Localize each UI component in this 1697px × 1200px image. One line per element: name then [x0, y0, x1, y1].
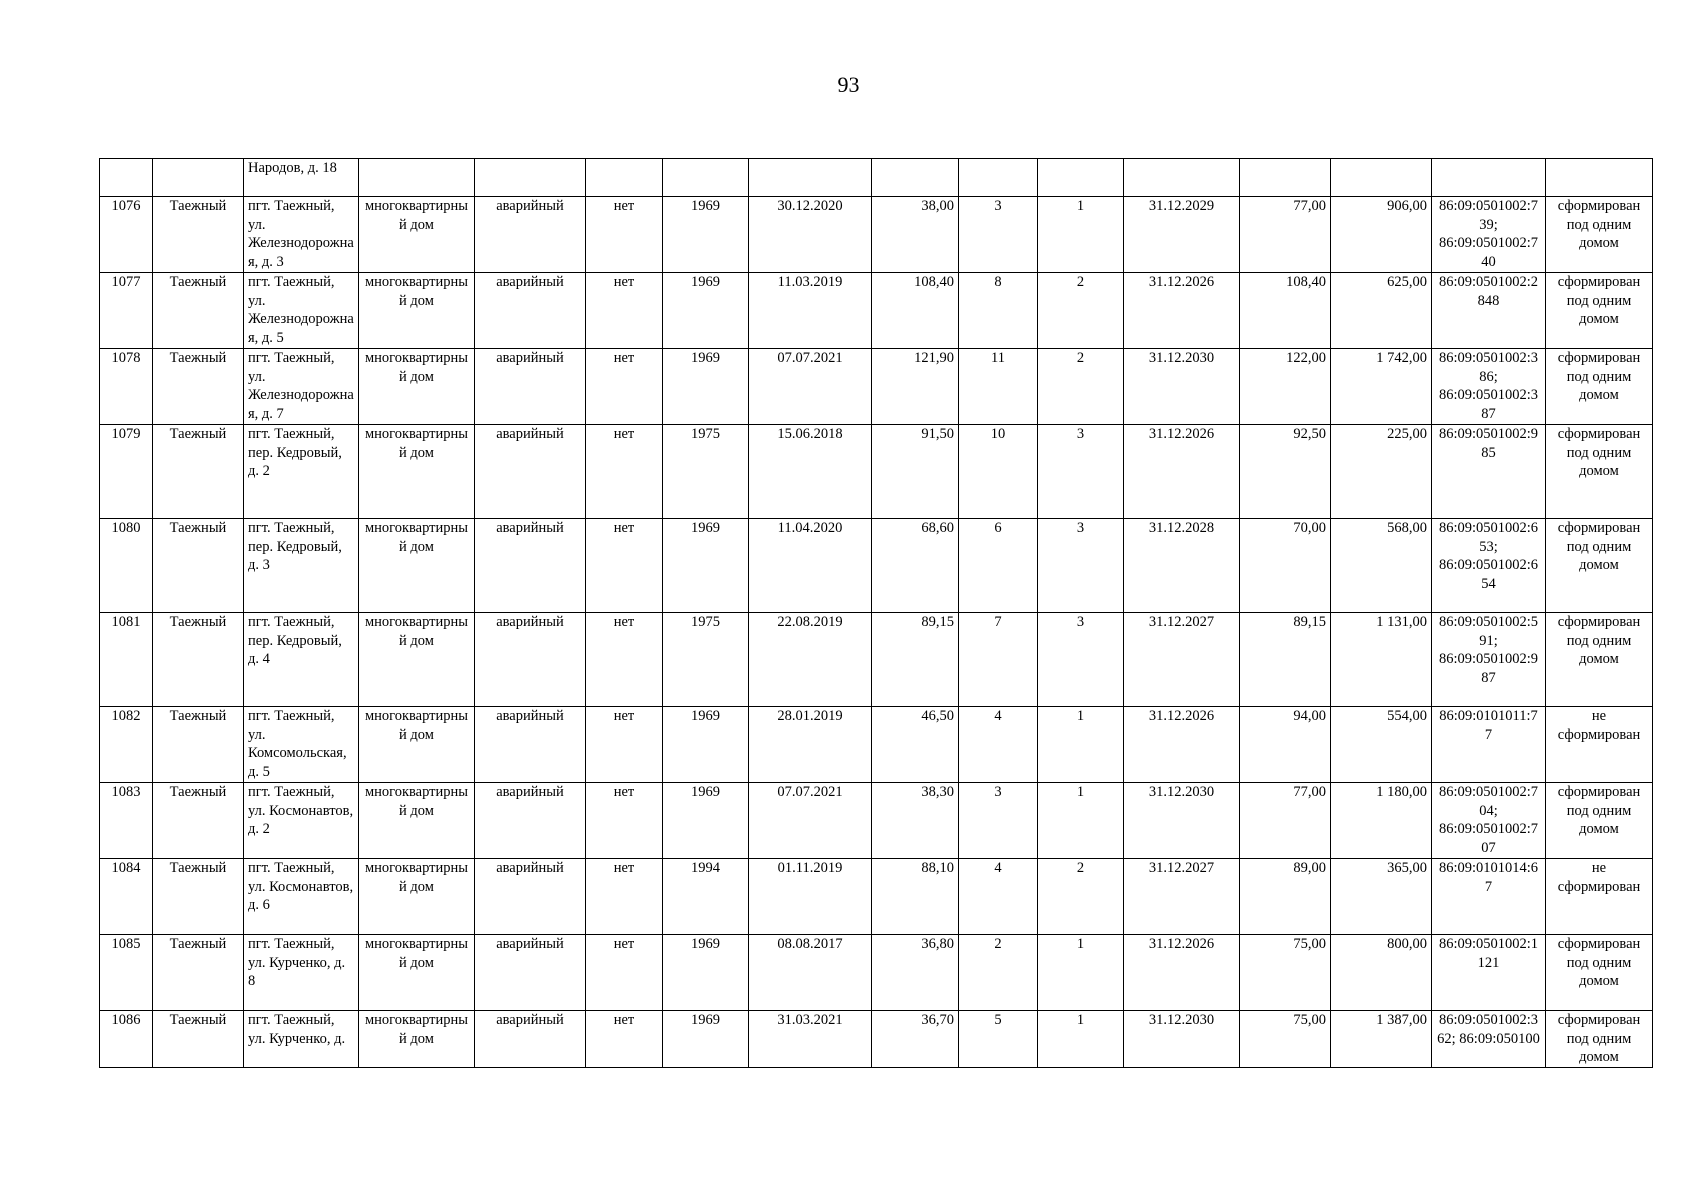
- cell-area2: 122,00: [1240, 349, 1331, 425]
- cell-locality: Таежный: [153, 935, 244, 1011]
- cell-state: аварийный: [475, 1011, 586, 1068]
- cell-type: [359, 159, 475, 197]
- cell-cadastral: 86:09:0501002:653; 86:09:0501002:654: [1432, 519, 1546, 613]
- cell-land-area: 568,00: [1331, 519, 1432, 613]
- cell-apartments: 1: [1038, 935, 1124, 1011]
- cell-year: 1969: [663, 273, 749, 349]
- cell-address: Народов, д. 18: [244, 159, 359, 197]
- cell-status: сформирован под одним домом: [1546, 197, 1653, 273]
- cell-address: пгт. Таежный, ул. Комсомольская, д. 5: [244, 707, 359, 783]
- cell-address: пгт. Таежный, ул. Космонавтов, д. 2: [244, 783, 359, 859]
- cell-locality: Таежный: [153, 197, 244, 273]
- cell-num: 1083: [100, 783, 153, 859]
- cell-flag: [586, 159, 663, 197]
- cell-plan-date: 31.12.2026: [1124, 935, 1240, 1011]
- cell-cadastral: 86:09:0501002:362; 86:09:050100: [1432, 1011, 1546, 1068]
- cell-apartments: 1: [1038, 707, 1124, 783]
- cell-cadastral: 86:09:0101011:77: [1432, 707, 1546, 783]
- cell-date: 08.08.2017: [749, 935, 872, 1011]
- cell-year: 1969: [663, 935, 749, 1011]
- table-row: [100, 859, 1653, 935]
- housing-registry-table: [99, 158, 1653, 1068]
- cell-type: многоквартирный дом: [359, 935, 475, 1011]
- cell-area2: 92,50: [1240, 425, 1331, 519]
- cell-date: [749, 159, 872, 197]
- table-row-continued: [100, 159, 1653, 197]
- cell-num: 1081: [100, 613, 153, 707]
- cell-locality: Таежный: [153, 349, 244, 425]
- cell-area2: 75,00: [1240, 1011, 1331, 1068]
- cell-state: аварийный: [475, 349, 586, 425]
- cell-area: 108,40: [872, 273, 959, 349]
- cell-flag: нет: [586, 613, 663, 707]
- table-row: [100, 613, 1653, 707]
- cell-locality: Таежный: [153, 859, 244, 935]
- cell-type: многоквартирный дом: [359, 783, 475, 859]
- cell-plan-date: 31.12.2026: [1124, 425, 1240, 519]
- cell-locality: Таежный: [153, 613, 244, 707]
- cell-year: 1975: [663, 613, 749, 707]
- table-body: [100, 159, 1653, 1068]
- cell-flag: нет: [586, 425, 663, 519]
- cell-status: сформирован под одним домом: [1546, 935, 1653, 1011]
- cell-residents: 3: [959, 783, 1038, 859]
- cell-land-area: 1 131,00: [1331, 613, 1432, 707]
- table-row: [100, 349, 1653, 425]
- cell-num: [100, 159, 153, 197]
- cell-land-area: 554,00: [1331, 707, 1432, 783]
- cell-cadastral: 86:09:0501002:739; 86:09:0501002:740: [1432, 197, 1546, 273]
- cell-residents: 3: [959, 197, 1038, 273]
- cell-area: [872, 159, 959, 197]
- cell-date: 01.11.2019: [749, 859, 872, 935]
- cell-cadastral: [1432, 159, 1546, 197]
- cell-area: 38,00: [872, 197, 959, 273]
- cell-year: 1969: [663, 519, 749, 613]
- cell-status: сформирован под одним домом: [1546, 349, 1653, 425]
- table-row: [100, 273, 1653, 349]
- cell-address: пгт. Таежный, пер. Кедровый, д. 3: [244, 519, 359, 613]
- cell-address: пгт. Таежный, ул. Курченко, д. 8: [244, 935, 359, 1011]
- cell-land-area: 1 742,00: [1331, 349, 1432, 425]
- cell-num: 1082: [100, 707, 153, 783]
- cell-flag: нет: [586, 197, 663, 273]
- cell-address: пгт. Таежный, ул. Космонавтов, д. 6: [244, 859, 359, 935]
- cell-state: аварийный: [475, 519, 586, 613]
- cell-area: 36,70: [872, 1011, 959, 1068]
- cell-year: 1969: [663, 783, 749, 859]
- cell-address: пгт. Таежный, пер. Кедровый, д. 4: [244, 613, 359, 707]
- cell-flag: нет: [586, 935, 663, 1011]
- cell-state: аварийный: [475, 859, 586, 935]
- cell-state: аварийный: [475, 197, 586, 273]
- cell-flag: нет: [586, 1011, 663, 1068]
- cell-land-area: 1 387,00: [1331, 1011, 1432, 1068]
- cell-area2: 89,15: [1240, 613, 1331, 707]
- cell-land-area: 800,00: [1331, 935, 1432, 1011]
- cell-cadastral: 86:09:0501002:704; 86:09:0501002:707: [1432, 783, 1546, 859]
- cell-plan-date: 31.12.2026: [1124, 707, 1240, 783]
- cell-apartments: [1038, 159, 1124, 197]
- table-row: [100, 935, 1653, 1011]
- cell-type: многоквартирный дом: [359, 425, 475, 519]
- cell-date: 11.04.2020: [749, 519, 872, 613]
- cell-type: многоквартирный дом: [359, 859, 475, 935]
- cell-area2: 94,00: [1240, 707, 1331, 783]
- cell-state: [475, 159, 586, 197]
- cell-locality: Таежный: [153, 425, 244, 519]
- cell-area2: 75,00: [1240, 935, 1331, 1011]
- table-row: [100, 425, 1653, 519]
- cell-plan-date: 31.12.2027: [1124, 859, 1240, 935]
- cell-address: пгт. Таежный, ул. Железнодорожная, д. 5: [244, 273, 359, 349]
- cell-num: 1084: [100, 859, 153, 935]
- cell-num: 1085: [100, 935, 153, 1011]
- cell-cadastral: 86:09:0501002:2848: [1432, 273, 1546, 349]
- cell-status: сформирован под одним домом: [1546, 273, 1653, 349]
- cell-type: многоквартирный дом: [359, 613, 475, 707]
- cell-plan-date: 31.12.2029: [1124, 197, 1240, 273]
- cell-cadastral: 86:09:0501002:386; 86:09:0501002:387: [1432, 349, 1546, 425]
- cell-area: 38,30: [872, 783, 959, 859]
- cell-land-area: 906,00: [1331, 197, 1432, 273]
- cell-status: сформирован под одним домом: [1546, 613, 1653, 707]
- cell-year: 1994: [663, 859, 749, 935]
- cell-status: сформирован под одним домом: [1546, 425, 1653, 519]
- cell-area2: 77,00: [1240, 197, 1331, 273]
- cell-year: 1969: [663, 1011, 749, 1068]
- table-row: [100, 707, 1653, 783]
- cell-cadastral: 86:09:0101014:67: [1432, 859, 1546, 935]
- cell-flag: нет: [586, 707, 663, 783]
- cell-land-area: 365,00: [1331, 859, 1432, 935]
- cell-apartments: 1: [1038, 1011, 1124, 1068]
- cell-address: пгт. Таежный, пер. Кедровый, д. 2: [244, 425, 359, 519]
- cell-apartments: 1: [1038, 197, 1124, 273]
- cell-address: пгт. Таежный, ул. Курченко, д.: [244, 1011, 359, 1068]
- cell-locality: Таежный: [153, 707, 244, 783]
- cell-num: 1079: [100, 425, 153, 519]
- cell-year: 1969: [663, 349, 749, 425]
- cell-num: 1086: [100, 1011, 153, 1068]
- cell-state: аварийный: [475, 783, 586, 859]
- cell-date: 07.07.2021: [749, 783, 872, 859]
- cell-residents: 7: [959, 613, 1038, 707]
- cell-apartments: 3: [1038, 425, 1124, 519]
- cell-state: аварийный: [475, 935, 586, 1011]
- cell-area: 91,50: [872, 425, 959, 519]
- cell-plan-date: 31.12.2030: [1124, 1011, 1240, 1068]
- cell-year: 1969: [663, 197, 749, 273]
- cell-state: аварийный: [475, 707, 586, 783]
- cell-status: сформирован под одним домом: [1546, 783, 1653, 859]
- cell-area2: [1240, 159, 1331, 197]
- cell-locality: Таежный: [153, 273, 244, 349]
- cell-plan-date: [1124, 159, 1240, 197]
- cell-type: многоквартирный дом: [359, 1011, 475, 1068]
- cell-residents: 5: [959, 1011, 1038, 1068]
- cell-state: аварийный: [475, 613, 586, 707]
- cell-date: 15.06.2018: [749, 425, 872, 519]
- cell-year: 1969: [663, 707, 749, 783]
- cell-num: 1080: [100, 519, 153, 613]
- cell-land-area: 625,00: [1331, 273, 1432, 349]
- cell-plan-date: 31.12.2026: [1124, 273, 1240, 349]
- cell-flag: нет: [586, 349, 663, 425]
- cell-residents: 2: [959, 935, 1038, 1011]
- cell-address: пгт. Таежный, ул. Железнодорожная, д. 3: [244, 197, 359, 273]
- cell-flag: нет: [586, 783, 663, 859]
- cell-land-area: [1331, 159, 1432, 197]
- cell-num: 1078: [100, 349, 153, 425]
- cell-land-area: 225,00: [1331, 425, 1432, 519]
- cell-area: 88,10: [872, 859, 959, 935]
- cell-status: не сформирован: [1546, 707, 1653, 783]
- table-row: [100, 197, 1653, 273]
- cell-residents: 4: [959, 707, 1038, 783]
- cell-locality: [153, 159, 244, 197]
- cell-area: 121,90: [872, 349, 959, 425]
- cell-apartments: 3: [1038, 613, 1124, 707]
- cell-area2: 108,40: [1240, 273, 1331, 349]
- cell-type: многоквартирный дом: [359, 707, 475, 783]
- cell-cadastral: 86:09:0501002:591; 86:09:0501002:987: [1432, 613, 1546, 707]
- cell-residents: 11: [959, 349, 1038, 425]
- cell-date: 07.07.2021: [749, 349, 872, 425]
- page-number: 93: [837, 72, 860, 97]
- cell-flag: нет: [586, 859, 663, 935]
- cell-locality: Таежный: [153, 783, 244, 859]
- cell-apartments: 2: [1038, 349, 1124, 425]
- cell-locality: Таежный: [153, 519, 244, 613]
- cell-type: многоквартирный дом: [359, 197, 475, 273]
- cell-plan-date: 31.12.2030: [1124, 349, 1240, 425]
- cell-date: 31.03.2021: [749, 1011, 872, 1068]
- cell-date: 30.12.2020: [749, 197, 872, 273]
- cell-state: аварийный: [475, 273, 586, 349]
- cell-area: 46,50: [872, 707, 959, 783]
- cell-residents: 8: [959, 273, 1038, 349]
- cell-date: 28.01.2019: [749, 707, 872, 783]
- cell-flag: нет: [586, 519, 663, 613]
- cell-residents: 10: [959, 425, 1038, 519]
- cell-year: 1975: [663, 425, 749, 519]
- table-row: [100, 1011, 1653, 1068]
- cell-cadastral: 86:09:0501002:1121: [1432, 935, 1546, 1011]
- cell-num: 1076: [100, 197, 153, 273]
- cell-date: 22.08.2019: [749, 613, 872, 707]
- table-row: [100, 783, 1653, 859]
- cell-area2: 89,00: [1240, 859, 1331, 935]
- cell-type: многоквартирный дом: [359, 519, 475, 613]
- cell-area: 36,80: [872, 935, 959, 1011]
- cell-cadastral: 86:09:0501002:985: [1432, 425, 1546, 519]
- cell-area: 68,60: [872, 519, 959, 613]
- table-row: [100, 519, 1653, 613]
- cell-state: аварийный: [475, 425, 586, 519]
- cell-land-area: 1 180,00: [1331, 783, 1432, 859]
- cell-area: 89,15: [872, 613, 959, 707]
- cell-num: 1077: [100, 273, 153, 349]
- cell-plan-date: 31.12.2030: [1124, 783, 1240, 859]
- cell-locality: Таежный: [153, 1011, 244, 1068]
- cell-date: 11.03.2019: [749, 273, 872, 349]
- cell-area2: 77,00: [1240, 783, 1331, 859]
- cell-year: [663, 159, 749, 197]
- cell-apartments: 1: [1038, 783, 1124, 859]
- cell-type: многоквартирный дом: [359, 349, 475, 425]
- cell-apartments: 2: [1038, 859, 1124, 935]
- cell-residents: [959, 159, 1038, 197]
- cell-address: пгт. Таежный, ул. Железнодорожная, д. 7: [244, 349, 359, 425]
- cell-status: [1546, 159, 1653, 197]
- cell-apartments: 2: [1038, 273, 1124, 349]
- cell-status: сформирован под одним домом: [1546, 1011, 1653, 1068]
- cell-status: не сформирован: [1546, 859, 1653, 935]
- cell-status: сформирован под одним домом: [1546, 519, 1653, 613]
- cell-type: многоквартирный дом: [359, 273, 475, 349]
- cell-area2: 70,00: [1240, 519, 1331, 613]
- cell-residents: 6: [959, 519, 1038, 613]
- cell-plan-date: 31.12.2027: [1124, 613, 1240, 707]
- cell-plan-date: 31.12.2028: [1124, 519, 1240, 613]
- cell-flag: нет: [586, 273, 663, 349]
- cell-residents: 4: [959, 859, 1038, 935]
- cell-apartments: 3: [1038, 519, 1124, 613]
